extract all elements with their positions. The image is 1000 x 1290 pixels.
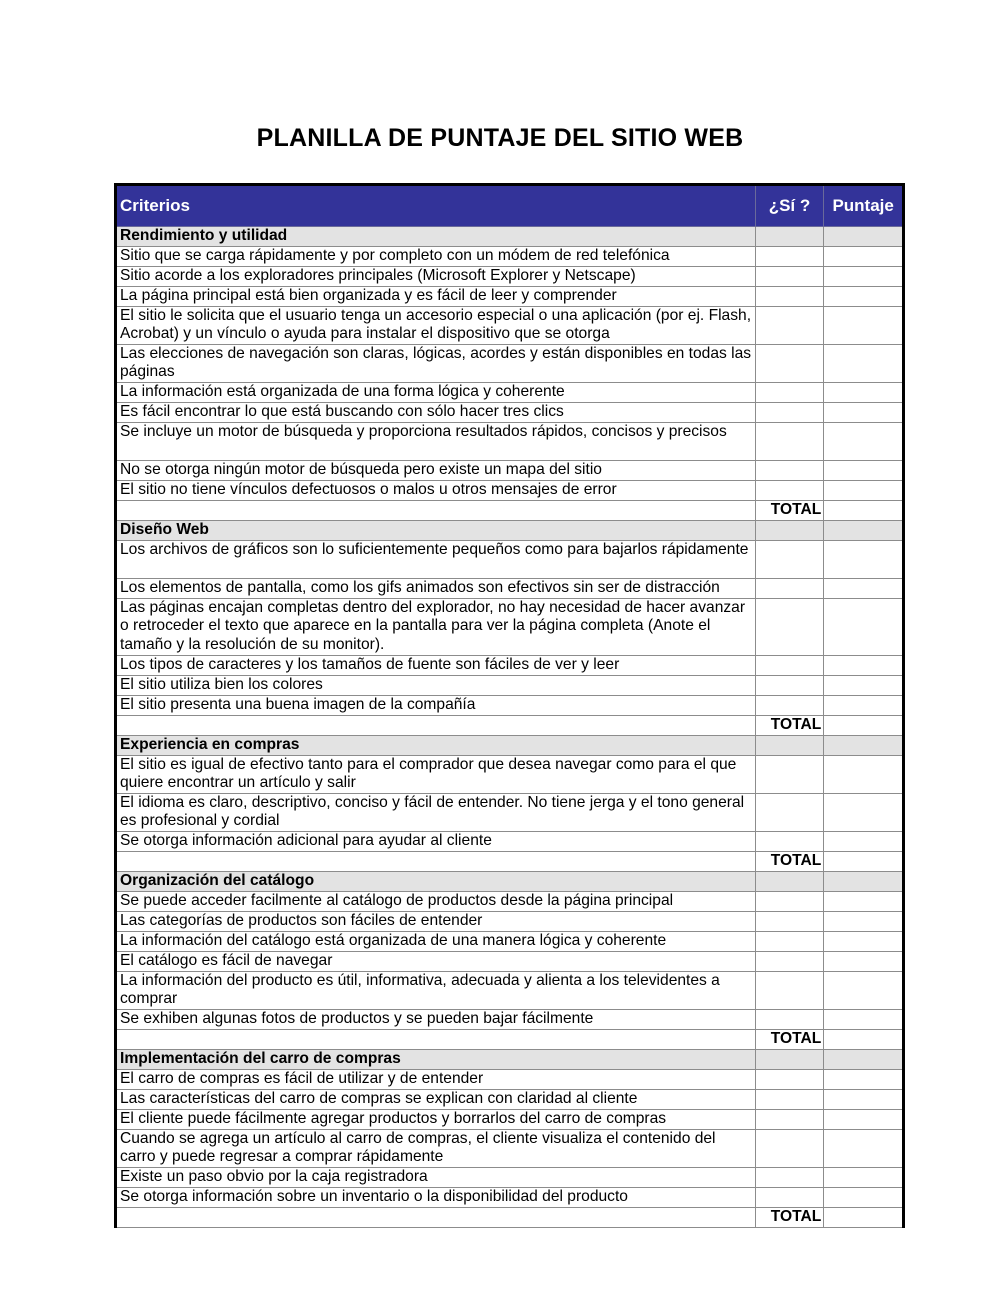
criteria-row <box>116 287 904 307</box>
puntaje-cell[interactable] <box>824 307 904 345</box>
criteria-text: Se puede acceder facilmente al catálogo de productos desde la página principal <box>116 892 756 912</box>
puntaje-cell[interactable] <box>824 756 904 794</box>
si-cell[interactable] <box>755 656 824 676</box>
puntaje-cell[interactable] <box>824 1070 904 1090</box>
puntaje-cell[interactable] <box>824 579 904 599</box>
criteria-text: Cuando se agrega un artículo al carro de compras, el cliente visualiza el contenido del carro y puede regresar a comprar rápidamente <box>116 1130 756 1168</box>
criteria-row <box>116 656 904 676</box>
section-si-cell <box>755 872 824 892</box>
si-cell[interactable] <box>755 247 824 267</box>
puntaje-cell[interactable] <box>824 952 904 972</box>
criteria-text: Sitio acorde a los exploradores principales (Microsoft Explorer y Netscape) <box>116 267 756 287</box>
total-blank-cell <box>116 852 756 872</box>
puntaje-cell[interactable] <box>824 1090 904 1110</box>
total-value-cell[interactable] <box>824 1208 904 1228</box>
total-row <box>116 852 904 872</box>
section-si-cell <box>755 227 824 247</box>
section-title: Experiencia en compras <box>116 736 756 756</box>
criteria-row <box>116 1070 904 1090</box>
si-cell[interactable] <box>755 599 824 656</box>
criteria-text: Los archivos de gráficos son lo suficientemente pequeños como para bajarlos rápidamente <box>116 541 756 579</box>
criteria-text: El carro de compras es fácil de utilizar y de entender <box>116 1070 756 1090</box>
criteria-row <box>116 756 904 794</box>
si-cell[interactable] <box>755 1168 824 1188</box>
si-cell[interactable] <box>755 794 824 832</box>
total-row <box>116 1030 904 1050</box>
criteria-row <box>116 1010 904 1030</box>
total-label: TOTAL <box>755 501 824 521</box>
criteria-row <box>116 307 904 345</box>
criteria-text: Se otorga información sobre un inventario o la disponibilidad del producto <box>116 1188 756 1208</box>
criteria-text: Se incluye un motor de búsqueda y proporciona resultados rápidos, concisos y precisos <box>116 423 756 461</box>
section-title: Diseño Web <box>116 521 756 541</box>
total-value-cell[interactable] <box>824 1030 904 1050</box>
total-value-cell[interactable] <box>824 501 904 521</box>
section-header-row <box>116 736 904 756</box>
criteria-row <box>116 1110 904 1130</box>
criteria-text: Se exhiben algunas fotos de productos y se pueden bajar fácilmente <box>116 1010 756 1030</box>
criteria-row <box>116 481 904 501</box>
criteria-text: Las categorías de productos son fáciles de entender <box>116 912 756 932</box>
criteria-text: No se otorga ningún motor de búsqueda pero existe un mapa del sitio <box>116 461 756 481</box>
page-title: PLANILLA DE PUNTAJE DEL SITIO WEB <box>256 124 744 152</box>
puntaje-cell[interactable] <box>824 832 904 852</box>
criteria-row <box>116 676 904 696</box>
criteria-row <box>116 972 904 1010</box>
puntaje-cell[interactable] <box>824 676 904 696</box>
score-table <box>114 183 905 1228</box>
section-header-row <box>116 1050 904 1070</box>
criteria-text: Los tipos de caracteres y los tamaños de fuente son fáciles de ver y leer <box>116 656 756 676</box>
puntaje-cell[interactable] <box>824 1110 904 1130</box>
total-value-cell[interactable] <box>824 852 904 872</box>
total-row <box>116 1208 904 1228</box>
criteria-row <box>116 267 904 287</box>
si-cell[interactable] <box>755 912 824 932</box>
si-cell[interactable] <box>755 461 824 481</box>
puntaje-cell[interactable] <box>824 541 904 579</box>
criteria-text: Sitio que se carga rápidamente y por completo con un módem de red telefónica <box>116 247 756 267</box>
si-cell[interactable] <box>755 1188 824 1208</box>
puntaje-cell[interactable] <box>824 1168 904 1188</box>
header-si: ¿Sí ? <box>755 185 824 227</box>
si-cell[interactable] <box>755 756 824 794</box>
section-puntaje-cell <box>824 872 904 892</box>
puntaje-cell[interactable] <box>824 696 904 716</box>
si-cell[interactable] <box>755 287 824 307</box>
si-cell[interactable] <box>755 541 824 579</box>
si-cell[interactable] <box>755 1130 824 1168</box>
criteria-text: Los elementos de pantalla, como los gifs animados son efectivos sin ser de distracción <box>116 579 756 599</box>
criteria-text: El cliente puede fácilmente agregar productos y borrarlos del carro de compras <box>116 1110 756 1130</box>
si-cell[interactable] <box>755 383 824 403</box>
si-cell[interactable] <box>755 403 824 423</box>
puntaje-cell[interactable] <box>824 892 904 912</box>
criteria-row <box>116 952 904 972</box>
criteria-row <box>116 423 904 461</box>
header-puntaje: Puntaje <box>824 185 904 227</box>
criteria-row <box>116 696 904 716</box>
puntaje-cell[interactable] <box>824 794 904 832</box>
criteria-text: El idioma es claro, descriptivo, conciso y fácil de entender. No tiene jerga y el tono general es profesional y cordial <box>116 794 756 832</box>
puntaje-cell[interactable] <box>824 599 904 656</box>
criteria-row <box>116 832 904 852</box>
criteria-text: La información del catálogo está organizada de una manera lógica y coherente <box>116 932 756 952</box>
table-header-row <box>116 185 904 227</box>
section-puntaje-cell <box>824 1050 904 1070</box>
criteria-text: Las características del carro de compras se explican con claridad al cliente <box>116 1090 756 1110</box>
criteria-row <box>116 345 904 383</box>
total-blank-cell <box>116 501 756 521</box>
criteria-row <box>116 1130 904 1168</box>
criteria-text: El sitio es igual de efectivo tanto para el comprador que desea navegar como para el que quiere encontrar un artículo y salir <box>116 756 756 794</box>
criteria-text: El sitio le solicita que el usuario tenga un accesorio especial o una aplicación (por ej. Flash, Acrobat) y un vínculo o ayuda para instalar el dispositivo que se otorga <box>116 307 756 345</box>
criteria-text: Existe un paso obvio por la caja registradora <box>116 1168 756 1188</box>
si-cell[interactable] <box>755 892 824 912</box>
total-blank-cell <box>116 1208 756 1228</box>
total-label: TOTAL <box>755 1208 824 1228</box>
criteria-row <box>116 599 904 656</box>
puntaje-cell[interactable] <box>824 972 904 1010</box>
total-blank-cell <box>116 716 756 736</box>
total-value-cell[interactable] <box>824 716 904 736</box>
criteria-row <box>116 541 904 579</box>
criteria-row <box>116 403 904 423</box>
criteria-text: Se otorga información adicional para ayudar al cliente <box>116 832 756 852</box>
section-puntaje-cell <box>824 521 904 541</box>
puntaje-cell[interactable] <box>824 912 904 932</box>
si-cell[interactable] <box>755 972 824 1010</box>
si-cell[interactable] <box>755 481 824 501</box>
section-puntaje-cell <box>824 227 904 247</box>
puntaje-cell[interactable] <box>824 267 904 287</box>
puntaje-cell[interactable] <box>824 423 904 461</box>
criteria-row <box>116 1090 904 1110</box>
criteria-text: La información está organizada de una forma lógica y coherente <box>116 383 756 403</box>
puntaje-cell[interactable] <box>824 247 904 267</box>
si-cell[interactable] <box>755 1090 824 1110</box>
total-label: TOTAL <box>755 1030 824 1050</box>
si-cell[interactable] <box>755 307 824 345</box>
total-row <box>116 716 904 736</box>
section-puntaje-cell <box>824 736 904 756</box>
criteria-text: Las elecciones de navegación son claras, lógicas, acordes y están disponibles en todas las páginas <box>116 345 756 383</box>
criteria-text: La información del producto es útil, informativa, adecuada y alienta a los televidentes a comprar <box>116 972 756 1010</box>
si-cell[interactable] <box>755 1110 824 1130</box>
criteria-row <box>116 1168 904 1188</box>
si-cell[interactable] <box>755 267 824 287</box>
si-cell[interactable] <box>755 345 824 383</box>
criteria-row <box>116 383 904 403</box>
criteria-text: El sitio presenta una buena imagen de la compañía <box>116 696 756 716</box>
total-row <box>116 501 904 521</box>
si-cell[interactable] <box>755 1010 824 1030</box>
si-cell[interactable] <box>755 696 824 716</box>
criteria-row <box>116 461 904 481</box>
puntaje-cell[interactable] <box>824 383 904 403</box>
section-si-cell <box>755 1050 824 1070</box>
criteria-row <box>116 912 904 932</box>
si-cell[interactable] <box>755 579 824 599</box>
puntaje-cell[interactable] <box>824 1130 904 1168</box>
criteria-text: El sitio utiliza bien los colores <box>116 676 756 696</box>
puntaje-cell[interactable] <box>824 1010 904 1030</box>
section-header-row <box>116 872 904 892</box>
section-header-row <box>116 521 904 541</box>
criteria-row <box>116 579 904 599</box>
si-cell[interactable] <box>755 832 824 852</box>
criteria-row <box>116 892 904 912</box>
criteria-text: El catálogo es fácil de navegar <box>116 952 756 972</box>
puntaje-cell[interactable] <box>824 403 904 423</box>
criteria-row <box>116 1188 904 1208</box>
section-title: Implementación del carro de compras <box>116 1050 756 1070</box>
puntaje-cell[interactable] <box>824 1188 904 1208</box>
section-si-cell <box>755 521 824 541</box>
si-cell[interactable] <box>755 932 824 952</box>
si-cell[interactable] <box>755 952 824 972</box>
criteria-row <box>116 794 904 832</box>
si-cell[interactable] <box>755 676 824 696</box>
header-criterios: Criterios <box>116 185 756 227</box>
criteria-row <box>116 247 904 267</box>
si-cell[interactable] <box>755 423 824 461</box>
puntaje-cell[interactable] <box>824 481 904 501</box>
si-cell[interactable] <box>755 1070 824 1090</box>
criteria-text: La página principal está bien organizada y es fácil de leer y comprender <box>116 287 756 307</box>
puntaje-cell[interactable] <box>824 461 904 481</box>
criteria-text: Es fácil encontrar lo que está buscando con sólo hacer tres clics <box>116 403 756 423</box>
criteria-text: Las páginas encajan completas dentro del explorador, no hay necesidad de hacer avanzar o retroceder el texto que aparece en la pantalla para ver la página completa (Anote el tamaño y la resolución de su monitor). <box>116 599 756 656</box>
total-label: TOTAL <box>755 716 824 736</box>
criteria-row <box>116 932 904 952</box>
puntaje-cell[interactable] <box>824 287 904 307</box>
section-title: Rendimiento y utilidad <box>116 227 756 247</box>
section-title: Organización del catálogo <box>116 872 756 892</box>
total-label: TOTAL <box>755 852 824 872</box>
total-blank-cell <box>116 1030 756 1050</box>
puntaje-cell[interactable] <box>824 345 904 383</box>
puntaje-cell[interactable] <box>824 656 904 676</box>
puntaje-cell[interactable] <box>824 932 904 952</box>
section-si-cell <box>755 736 824 756</box>
criteria-text: El sitio no tiene vínculos defectuosos o malos u otros mensajes de error <box>116 481 756 501</box>
section-header-row <box>116 227 904 247</box>
